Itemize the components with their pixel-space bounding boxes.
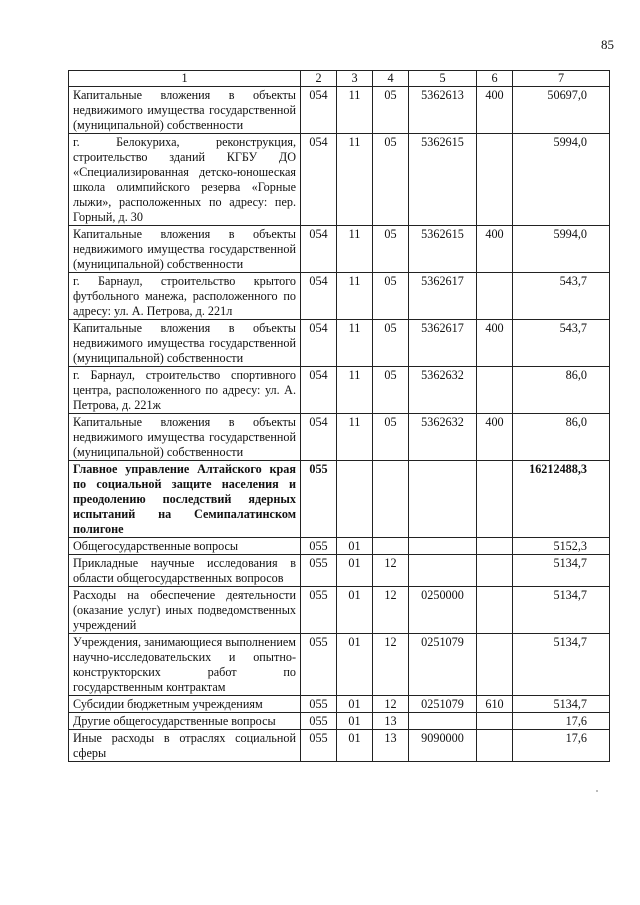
table-row — [69, 713, 610, 730]
expense-type-cell — [477, 587, 513, 634]
header-cell: 5 — [409, 71, 477, 87]
header-cell: 3 — [337, 71, 373, 87]
description-cell: Капитальные вложения в объекты недвижимого имущества государственной (муниципальной) собственности — [69, 320, 301, 367]
expense-type-cell — [477, 461, 513, 538]
section-code-cell: 01 — [337, 696, 373, 713]
budget-table — [68, 70, 610, 762]
ministry-code-cell: 055 — [301, 587, 337, 634]
section-code-cell: 01 — [337, 713, 373, 730]
target-code-cell: 5362617 — [409, 320, 477, 367]
header-cell: 7 — [513, 71, 610, 87]
amount-cell: 543,7 — [513, 320, 610, 367]
amount-cell: 17,6 — [513, 730, 610, 762]
subsection-code-cell: 05 — [373, 367, 409, 414]
amount-cell: 5994,0 — [513, 134, 610, 226]
section-code-cell: 11 — [337, 320, 373, 367]
target-code-cell: 0251079 — [409, 634, 477, 696]
description-cell: Капитальные вложения в объекты недвижимого имущества государственной (муниципальной) собственности — [69, 87, 301, 134]
description-cell: Иные расходы в отраслях социальной сферы — [69, 730, 301, 762]
amount-cell: 5134,7 — [513, 555, 610, 587]
amount-cell: 5152,3 — [513, 538, 610, 555]
header-cell: 2 — [301, 71, 337, 87]
table-row — [69, 414, 610, 461]
subsection-code-cell: 13 — [373, 713, 409, 730]
header-row — [69, 71, 610, 87]
section-code-cell: 01 — [337, 730, 373, 762]
section-code-cell: 01 — [337, 555, 373, 587]
scan-speck — [596, 790, 598, 792]
target-code-cell: 5362615 — [409, 226, 477, 273]
expense-type-cell: 400 — [477, 87, 513, 134]
subsection-code-cell: 05 — [373, 414, 409, 461]
table-row — [69, 273, 610, 320]
ministry-code-cell: 055 — [301, 634, 337, 696]
section-code-cell: 01 — [337, 587, 373, 634]
ministry-code-cell: 054 — [301, 226, 337, 273]
section-code-cell: 11 — [337, 226, 373, 273]
amount-cell: 5134,7 — [513, 634, 610, 696]
table-row — [69, 634, 610, 696]
expense-type-cell — [477, 730, 513, 762]
table-row — [69, 367, 610, 414]
ministry-code-cell: 055 — [301, 713, 337, 730]
table-row — [69, 696, 610, 713]
subsection-code-cell: 12 — [373, 555, 409, 587]
ministry-code-cell: 055 — [301, 538, 337, 555]
subsection-code-cell: 05 — [373, 134, 409, 226]
section-code-cell: 11 — [337, 134, 373, 226]
table-row — [69, 538, 610, 555]
description-cell: Общегосударственные вопросы — [69, 538, 301, 555]
expense-type-cell: 400 — [477, 226, 513, 273]
section-code-cell: 11 — [337, 87, 373, 134]
amount-cell: 86,0 — [513, 367, 610, 414]
table-row — [69, 555, 610, 587]
ministry-code-cell: 055 — [301, 555, 337, 587]
expense-type-cell — [477, 134, 513, 226]
ministry-code-cell: 054 — [301, 367, 337, 414]
description-cell: г. Барнаул, строительство крытого футбольного манежа, расположенного по адресу: ул. А. Петрова, д. 221л — [69, 273, 301, 320]
amount-cell: 16212488,3 — [513, 461, 610, 538]
amount-cell: 17,6 — [513, 713, 610, 730]
subsection-code-cell: 12 — [373, 696, 409, 713]
section-code-cell: 01 — [337, 538, 373, 555]
ministry-code-cell: 055 — [301, 696, 337, 713]
target-code-cell — [409, 713, 477, 730]
ministry-code-cell: 054 — [301, 87, 337, 134]
description-cell: Прикладные научные исследования в области общегосударственных вопросов — [69, 555, 301, 587]
table-row — [69, 320, 610, 367]
description-cell: Капитальные вложения в объекты недвижимого имущества государственной (муниципальной) собственности — [69, 414, 301, 461]
amount-cell: 5994,0 — [513, 226, 610, 273]
amount-cell: 543,7 — [513, 273, 610, 320]
target-code-cell: 5362632 — [409, 414, 477, 461]
ministry-code-cell: 055 — [301, 461, 337, 538]
subsection-code-cell — [373, 461, 409, 538]
description-cell: Субсидии бюджетным учреждениям — [69, 696, 301, 713]
subsection-code-cell: 05 — [373, 226, 409, 273]
description-cell: Главное управление Алтайского края по социальной защите населения и преодолению последствий ядерных испытаний на Семипалатинском полигоне — [69, 461, 301, 538]
expense-type-cell: 400 — [477, 414, 513, 461]
description-cell: г. Барнаул, строительство спортивного центра, расположенного по адресу: ул. А. Петрова, д. 221ж — [69, 367, 301, 414]
table-row — [69, 134, 610, 226]
subsection-code-cell: 05 — [373, 87, 409, 134]
subsection-code-cell: 05 — [373, 320, 409, 367]
section-code-cell: 11 — [337, 367, 373, 414]
target-code-cell: 0250000 — [409, 587, 477, 634]
header-cell: 6 — [477, 71, 513, 87]
table-row — [69, 87, 610, 134]
expense-type-cell — [477, 538, 513, 555]
target-code-cell — [409, 461, 477, 538]
expense-type-cell — [477, 634, 513, 696]
ministry-code-cell: 055 — [301, 730, 337, 762]
table-row — [69, 730, 610, 762]
subsection-code-cell — [373, 538, 409, 555]
section-code-cell: 11 — [337, 273, 373, 320]
subsection-code-cell: 12 — [373, 634, 409, 696]
target-code-cell — [409, 538, 477, 555]
ministry-code-cell: 054 — [301, 134, 337, 226]
ministry-code-cell: 054 — [301, 320, 337, 367]
target-code-cell: 5362613 — [409, 87, 477, 134]
subsection-code-cell: 12 — [373, 587, 409, 634]
ministry-code-cell: 054 — [301, 414, 337, 461]
description-cell: Другие общегосударственные вопросы — [69, 713, 301, 730]
table-row — [69, 461, 610, 538]
section-code-cell — [337, 461, 373, 538]
expense-type-cell: 400 — [477, 320, 513, 367]
section-code-cell: 11 — [337, 414, 373, 461]
ministry-code-cell: 054 — [301, 273, 337, 320]
target-code-cell: 5362617 — [409, 273, 477, 320]
expense-type-cell — [477, 273, 513, 320]
subsection-code-cell: 05 — [373, 273, 409, 320]
target-code-cell: 5362632 — [409, 367, 477, 414]
expense-type-cell — [477, 367, 513, 414]
expense-type-cell — [477, 555, 513, 587]
subsection-code-cell: 13 — [373, 730, 409, 762]
target-code-cell: 0251079 — [409, 696, 477, 713]
expense-type-cell: 610 — [477, 696, 513, 713]
header-cell: 1 — [69, 71, 301, 87]
section-code-cell: 01 — [337, 634, 373, 696]
table-row — [69, 587, 610, 634]
target-code-cell: 9090000 — [409, 730, 477, 762]
description-cell: Учреждения, занимающиеся выполнением научно-исследовательских и опытно-конструкторских работ по государственным контрактам — [69, 634, 301, 696]
description-cell: Расходы на обеспечение деятельности (оказание услуг) иных подведомственных учреждений — [69, 587, 301, 634]
header-cell: 4 — [373, 71, 409, 87]
description-cell: г. Белокуриха, реконструкция, строительство зданий КГБУ ДО «Специализированная детско-юношеская школа олимпийского резерва «Горные лыжи», расположенных по адресу: пер. Горный, д. 30 — [69, 134, 301, 226]
page-number: 85 — [601, 37, 614, 52]
expense-type-cell — [477, 713, 513, 730]
amount-cell: 5134,7 — [513, 587, 610, 634]
description-cell: Капитальные вложения в объекты недвижимого имущества государственной (муниципальной) собственности — [69, 226, 301, 273]
amount-cell: 86,0 — [513, 414, 610, 461]
target-code-cell — [409, 555, 477, 587]
table-row — [69, 226, 610, 273]
amount-cell: 50697,0 — [513, 87, 610, 134]
target-code-cell: 5362615 — [409, 134, 477, 226]
amount-cell: 5134,7 — [513, 696, 610, 713]
